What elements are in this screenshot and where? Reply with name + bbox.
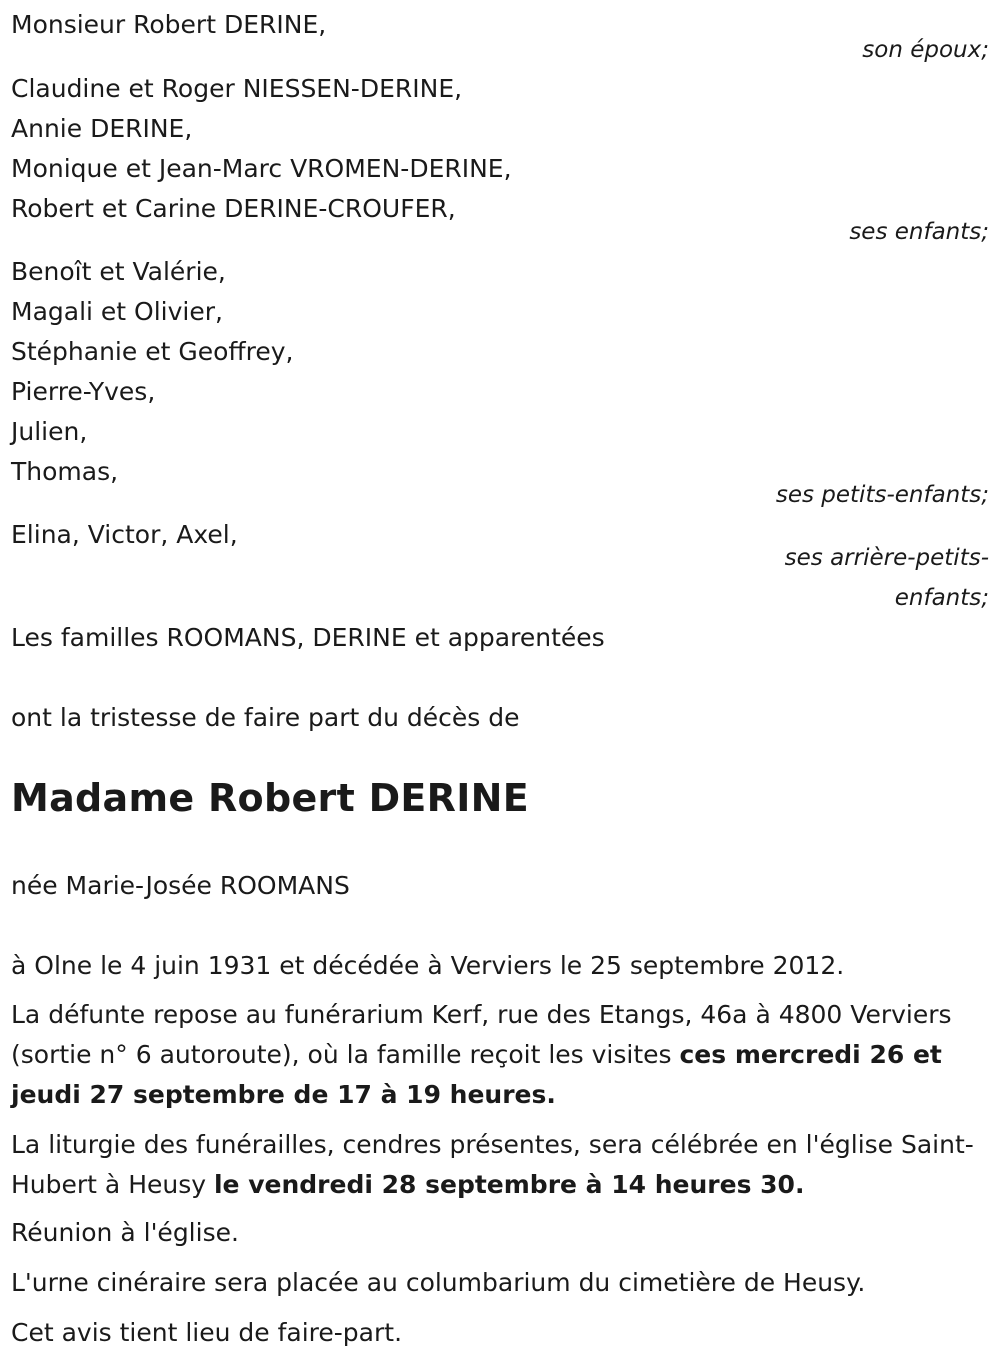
liturgy-time: le vendredi 28 septembre à 14 heures 30. [213, 1170, 805, 1199]
maiden-name: née Marie-Josée ROOMANS [11, 871, 350, 900]
child-name: Monique et Jean-Marc VROMEN-DERINE, [11, 154, 512, 183]
birth-death-dates: à Olne le 4 juin 1931 et décédée à Verviers le 25 septembre 2012. [11, 951, 845, 980]
children-relation: ses enfants; [849, 219, 989, 245]
urn-line: L'urne cinéraire sera placée au columbarium du cimetière de Heusy. [11, 1268, 866, 1297]
spouse-name: Monsieur Robert DERINE, [11, 10, 327, 39]
great-grandchildren-names: Elina, Victor, Axel, [11, 520, 238, 549]
liturgy-text: La liturgie des funérailles, cendres présentes, sera célébrée en l'église Saint-Hubert à Heusy [11, 1130, 974, 1199]
visitation-text: La défunte repose au funérarium Kerf, rue des Etangs, 46a à 4800 Verviers (sortie n° 6 autoroute), où la famille reçoit les visites [11, 1000, 952, 1069]
families-line: Les familles ROOMANS, DERINE et apparentées [11, 623, 605, 652]
closing-line: Cet avis tient lieu de faire-part. [11, 1318, 403, 1347]
great-grandchildren-relation-line1: ses arrière-petits- [784, 545, 989, 571]
grandchild-name: Julien, [11, 417, 88, 446]
liturgy-paragraph [11, 1125, 996, 1205]
grandchildren-relation: ses petits-enfants; [775, 482, 989, 508]
deceased-name: Madame Robert DERINE [11, 776, 530, 820]
announcement-line: ont la tristesse de faire part du décès de [11, 703, 520, 732]
child-name: Annie DERINE, [11, 114, 193, 143]
spouse-relation: son époux; [862, 37, 989, 63]
grandchild-name: Stéphanie et Geoffrey, [11, 337, 294, 366]
meeting-line: Réunion à l'église. [11, 1218, 239, 1247]
grandchild-name: Benoît et Valérie, [11, 257, 226, 286]
visitation-times: ces mercredi 26 et jeudi 27 septembre de 17 à 19 heures. [11, 1040, 942, 1109]
great-grandchildren-relation-line2: enfants; [894, 585, 989, 611]
grandchild-name: Thomas, [11, 457, 119, 486]
visitation-paragraph [11, 995, 996, 1115]
child-name: Robert et Carine DERINE-CROUFER, [11, 194, 456, 223]
grandchild-name: Magali et Olivier, [11, 297, 223, 326]
grandchild-name: Pierre-Yves, [11, 377, 156, 406]
child-name: Claudine et Roger NIESSEN-DERINE, [11, 74, 463, 103]
